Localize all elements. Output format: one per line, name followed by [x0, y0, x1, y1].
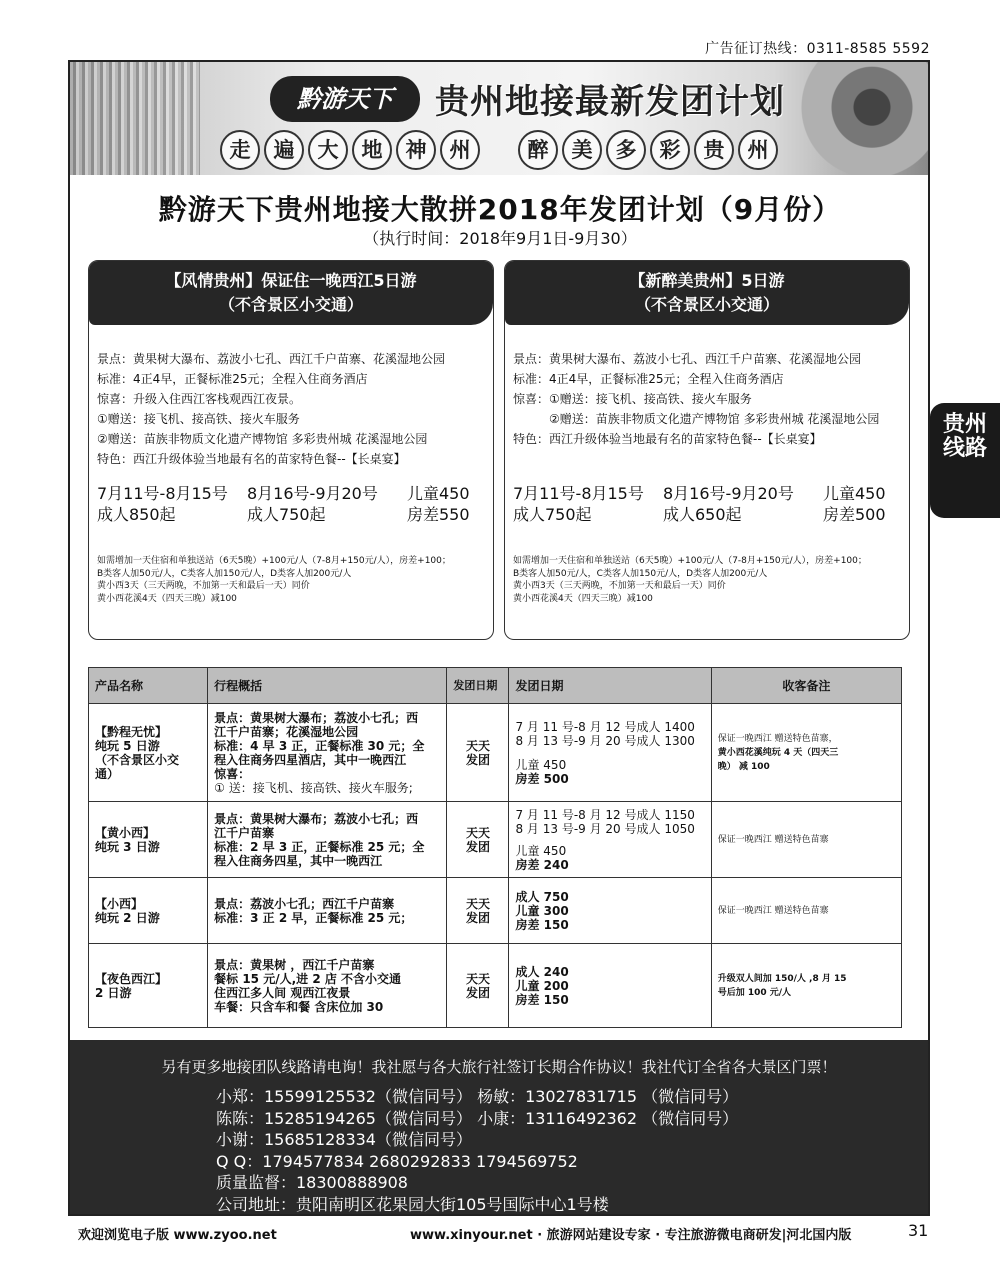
slogan-char: 彩 [650, 130, 690, 170]
name-line: 2 日游 [95, 985, 132, 1000]
date-line: 8 月 13 号-9 月 20 号成人 1300 [515, 733, 695, 748]
brief-line: 景点：黄果树大瀑布；荔波小七孔；西 [214, 710, 419, 725]
table-header-row [89, 668, 902, 704]
package-line: ②赠送：苗族非物质文化遗产博物馆 多彩贵州城 花溪湿地公园 [97, 432, 428, 446]
date-line: 房差 150 [515, 992, 569, 1007]
date-line: 儿童 300 [515, 903, 569, 918]
name-line: 纯玩 2 日游 [95, 910, 160, 925]
date-line [515, 836, 704, 844]
slogan-char: 多 [606, 130, 646, 170]
slogan-char: 遍 [264, 130, 304, 170]
package-line: 特色：西江升级体验当地最有名的苗家特色餐--【长桌宴】 [513, 432, 822, 446]
brief-line: 住西江多人间 观西江夜景 [214, 985, 351, 1000]
dates [509, 704, 711, 802]
package-line: 惊喜：①赠送：接飞机、接高铁、接火车服务 [513, 392, 752, 406]
brand-logo: 黔游天下 [270, 76, 420, 122]
package-subtitle: （不含景区小交通） [218, 295, 363, 314]
date-line: 儿童 450 [515, 843, 567, 858]
package-body [505, 325, 909, 605]
brief-line: 标准：3 正 2 早，正餐标准 25 元； [214, 910, 413, 925]
brief-line: 车餐：只含车和餐 含床位加 30 [214, 999, 384, 1014]
col-notes: 收客备注 [711, 668, 901, 704]
slogan-char: 大 [308, 130, 348, 170]
price-cell: 成人750起 [513, 505, 592, 524]
note-line: 黄小西花溪纯玩 4 天（四天三 [717, 747, 839, 758]
name-line: 纯玩 3 日游 [95, 839, 160, 854]
price-cell: 8月16号-9月20号 [663, 484, 794, 503]
note-line: B类客人加50元/人，C类客人加150元/人，D类客人加200元/人 [513, 568, 768, 579]
col-departure: 发团日期 [447, 668, 509, 704]
package-line: 标准：4正4早，正餐标准25元；全程入住商务酒店 [97, 372, 368, 386]
package-header [505, 261, 909, 325]
brief-line: 江千户苗寨；花溪湿地公园 [214, 724, 359, 739]
date-line: 房差 240 [515, 857, 569, 872]
package-prices [513, 483, 909, 525]
contact-row: 质量监督：18300888908 [216, 1173, 408, 1192]
guest-notes [711, 878, 901, 944]
package-line: 景点：黄果树大瀑布、荔波小七孔、西江千户苗寨、花溪湿地公园 [97, 352, 446, 366]
note-line: 保证一晚西江 赠送特色苗寨， [717, 733, 838, 744]
contact-row: 公司地址：贵阳南明区花果园大街105号国际中心1号楼 [216, 1194, 609, 1214]
package-line: 景点：黄果树大瀑布、荔波小七孔、西江千户苗寨、花溪湿地公园 [513, 352, 862, 366]
price-cell: 成人750起 [247, 505, 326, 524]
footer-left: 欢迎浏览电子版 www.zyoo.net [78, 1228, 277, 1243]
brief-line: ① 送：接飞机、接高铁、接火车服务; [214, 780, 413, 795]
footer-right: www.xinyour.net · 旅游网站建设专家 · 专注旅游微电商研发|河北国内版 [410, 1228, 852, 1243]
date-line: 成人 240 [515, 964, 569, 979]
date-line: 8 月 13 号-9 月 20 号成人 1050 [515, 821, 695, 836]
brief-line: 程入住商务四星，其中一晚西江 [214, 853, 383, 868]
brief-line: 江千户苗寨 [214, 825, 275, 840]
dep-line: 天天 [465, 738, 490, 753]
brief-line: 标准：2 早 3 正，正餐标准 25 元；全 [214, 839, 425, 854]
section-tab-line: 贵州 [942, 412, 987, 437]
section-tab-guizhou-routes [930, 403, 1000, 518]
date-line: 儿童 200 [515, 978, 569, 993]
itinerary [208, 704, 447, 802]
col-product-name: 产品名称 [89, 668, 208, 704]
price-cell: 儿童450 [823, 484, 886, 503]
package-prices [97, 483, 493, 525]
name-line: 【黔程无忧】 [95, 724, 168, 739]
package-line: 标准：4正4早，正餐标准25元；全程入住商务酒店 [513, 372, 784, 386]
date-line: 房差 500 [515, 771, 569, 786]
note-line: 晚） 减 100 [717, 761, 770, 772]
slogan-char: 州 [440, 130, 480, 170]
brief-line: 标准：4 早 3 正，正餐标准 30 元；全 [214, 738, 425, 753]
banner [70, 62, 928, 175]
brief-line: 景点：黄果树 ，西江千户苗寨 [214, 957, 375, 972]
slogan-char: 美 [562, 130, 602, 170]
brief-line: 程入住商务四星酒店，其中一晚西江 [214, 752, 407, 767]
slogan-char: 走 [220, 130, 260, 170]
note-line: 黄小西花溪4天（四天三晚）减100 [513, 593, 653, 604]
brief-line: 景点：荔波小七孔；西江千户苗寨 [214, 896, 395, 911]
note-line: B类客人加50元/人，C类客人加150元/人，D类客人加200元/人 [97, 568, 352, 579]
dates [509, 944, 711, 1028]
execution-period: （执行时间：2018年9月1日-9月30） [363, 229, 637, 248]
package-subtitle: （不含景区小交通） [634, 295, 779, 314]
product-name [89, 802, 208, 878]
package-header [89, 261, 493, 325]
dep-line: 天天 [465, 825, 490, 840]
name-line: 通） [95, 766, 120, 781]
col-itinerary: 行程概括 [208, 668, 447, 704]
price-cell: 房差500 [823, 505, 886, 524]
contact-panel [70, 1040, 928, 1214]
guest-notes [711, 704, 901, 802]
departure [447, 802, 509, 878]
table-row [89, 704, 902, 802]
price-cell: 成人850起 [97, 505, 176, 524]
dep-line: 发团 [465, 839, 490, 854]
itinerary [208, 802, 447, 878]
itinerary [208, 878, 447, 944]
contact-row: Q Q：1794577834 2680292833 1794569752 [216, 1151, 578, 1171]
departure [447, 878, 509, 944]
price-cell: 成人650起 [663, 505, 742, 524]
departure [447, 704, 509, 802]
ad-hotline: 广告征订热线：0311-8585 5592 [705, 41, 930, 57]
date-line: 7 月 11 号-8 月 12 号成人 1150 [515, 807, 695, 822]
guest-notes [711, 802, 901, 878]
note-line: 号后加 100 元/人 [717, 987, 792, 998]
package-body [89, 325, 493, 605]
note-line: 黄小西3天（三天两晚，不加第一天和最后一天）同价 [97, 581, 310, 591]
price-cell: 8月16号-9月20号 [247, 484, 378, 503]
section-tab-line: 线路 [942, 436, 987, 461]
note-line: 升级双人间加 150/人 ,8 月 15 [717, 973, 847, 984]
contact-row: 陈陈：15285194265（微信同号） 小康：13116492362 （微信同号） [216, 1108, 739, 1128]
price-cell: 房差550 [407, 505, 470, 524]
package-line: ②赠送：苗族非物质文化遗产博物馆 多彩贵州城 花溪湿地公园 [513, 412, 880, 426]
date-line: 成人 750 [515, 889, 569, 904]
date-line: 儿童 450 [515, 757, 567, 772]
slogan-char: 地 [352, 130, 392, 170]
table-row [89, 802, 902, 878]
package-card-fengqing [88, 260, 494, 640]
dep-line: 发团 [465, 752, 490, 767]
package-title: 【风情贵州】保证住一晚西江5日游 [165, 271, 417, 290]
route-table [88, 667, 902, 1028]
dep-line: 天天 [465, 896, 490, 911]
guest-notes [711, 944, 901, 1028]
table-row [89, 944, 902, 1028]
package-notes [513, 555, 909, 605]
dep-line: 天天 [465, 971, 490, 986]
package-line: 惊喜：升级入住西江客栈观西江夜景。 [97, 392, 302, 406]
name-line: 纯玩 5 日游 [95, 738, 160, 753]
note-line: 保证一晚西江 赠送特色苗寨 [717, 905, 829, 916]
note-line: 如需增加一天住宿和单独送站（6天5晚）+100元/人（7-8月+150元/人），房差+100； [513, 556, 867, 566]
name-line: 【小西】 [95, 896, 144, 911]
package-line: 特色：西江升级体验当地最有名的苗家特色餐--【长桌宴】 [97, 452, 406, 466]
product-name [89, 704, 208, 802]
note-line: 保证一晚西江 赠送特色苗寨 [717, 834, 829, 845]
itinerary [208, 944, 447, 1028]
page-title: 黔游天下贵州地接大散拼2018年发团计划（9月份） [158, 193, 842, 226]
waterfall-image [70, 62, 200, 175]
price-cell: 7月11号-8月15号 [97, 484, 228, 503]
dates [509, 802, 711, 878]
banner-slogan [220, 130, 778, 170]
package-card-xinzuimei [504, 260, 910, 640]
name-line: 【黄小西】 [95, 825, 156, 840]
product-name [89, 878, 208, 944]
note-line: 如需增加一天住宿和单独送站（6天5晚）+100元/人（7-8月+150元/人），房差+100； [97, 556, 451, 566]
price-cell: 儿童450 [407, 484, 470, 503]
contact-row: 小郑：15599125532（微信同号） 杨敏：13027831715 （微信同号） [216, 1087, 739, 1106]
dep-line: 发团 [465, 910, 490, 925]
brief-line: 餐标 15 元/人,进 2 店 不含小交通 [214, 971, 402, 986]
slogan-char: 醉 [518, 130, 558, 170]
package-line: ①赠送：接飞机、接高铁、接火车服务 [97, 412, 300, 426]
note-line: 黄小西花溪4天（四天三晚）减100 [97, 593, 237, 604]
package-notes [97, 555, 493, 605]
departure [447, 944, 509, 1028]
slogan-char: 贵 [694, 130, 734, 170]
col-dates: 发团日期 [509, 668, 711, 704]
table-row [89, 878, 902, 944]
date-line: 房差 150 [515, 917, 569, 932]
contact-row: 小谢：15685128334（微信同号） [216, 1130, 472, 1149]
date-line: 7 月 11 号-8 月 12 号成人 1400 [515, 719, 695, 734]
page-number: 31 [908, 1221, 929, 1240]
contact-announcement: 另有更多地接团队线路请电询！我社愿与各大旅行社签订长期合作协议！我社代订全省各大景区门票！ [161, 1058, 837, 1076]
banner-title: 贵州地接最新发团计划 [435, 82, 785, 122]
slogan-char: 神 [396, 130, 436, 170]
note-line: 黄小西3天（三天两晚，不加第一天和最后一天）同价 [513, 581, 726, 591]
brief-line: 景点：黄果树大瀑布；荔波小七孔；西 [214, 811, 419, 826]
date-line [515, 748, 704, 758]
miao-girl-image [788, 62, 928, 175]
package-title: 【新醉美贵州】5日游 [629, 271, 785, 290]
dates [509, 878, 711, 944]
product-name [89, 944, 208, 1028]
brief-line: 惊喜： [214, 766, 251, 781]
contact-list [216, 1086, 738, 1215]
dep-line: 发团 [465, 985, 490, 1000]
name-line: （不含景区小交 [95, 752, 180, 767]
name-line: 【夜色西江】 [95, 971, 168, 986]
slogan-char: 州 [738, 130, 778, 170]
price-cell: 7月11号-8月15号 [513, 484, 644, 503]
